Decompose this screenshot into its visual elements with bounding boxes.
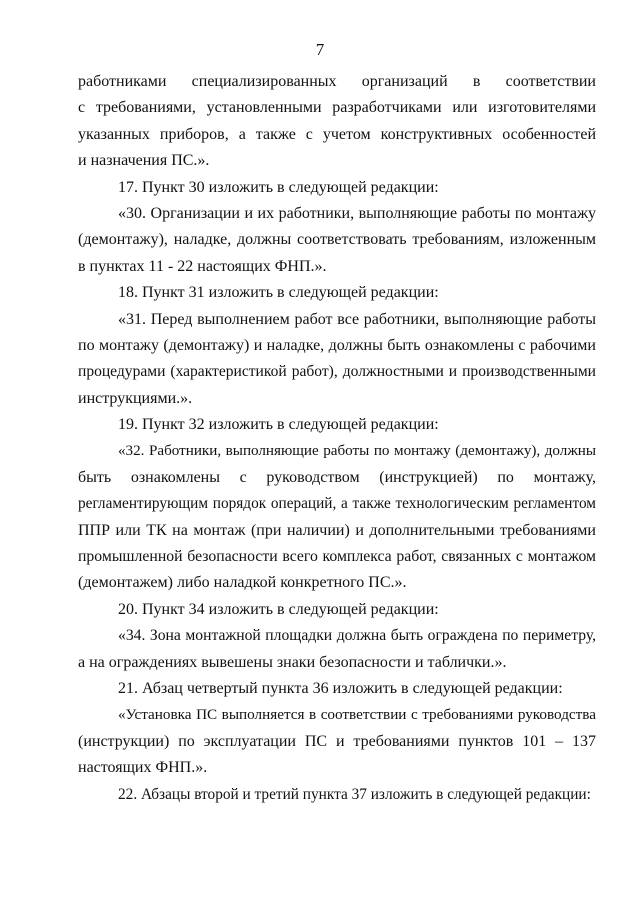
text-line: 22. Абзацы второй и третий пункта 37 изложить в следующей редакции: (118, 785, 591, 803)
text-line: (инструкции) по эксплуатации ПС и требованиями пунктов 101 – 137 (78, 732, 596, 750)
text-line: промышленной безопасности всего комплекса работ, связанных с монтажом (78, 548, 596, 566)
text-line: «Установка ПС выполняется в соответствии с требованиями руководства (118, 706, 596, 724)
text-line: 20. Пункт 34 изложить в следующей редакции: (118, 600, 439, 618)
text-line: указанных приборов, а также с учетом конструктивных особенностей (78, 125, 596, 143)
text-line: ППР или ТК на монтаж (при наличии) и дополнительными требованиями (78, 521, 596, 539)
text-line: 21. Абзац четвертый пункта 36 изложить в следующей редакции: (118, 679, 563, 697)
text-line: инструкциями.». (78, 389, 193, 407)
text-line: процедурами (характеристикой работ), должностными и производственными (78, 363, 596, 381)
text-line: а на ограждениях вывешены знаки безопасности и таблички.». (78, 653, 507, 671)
text-line: настоящих ФНП.». (78, 759, 208, 777)
text-line: с требованиями, установленными разработчиками или изготовителями (78, 99, 596, 117)
text-line: (демонтажем) либо наладкой конкретного ПС.». (78, 574, 407, 592)
text-line: «32. Работники, выполняющие работы по монтажу (демонтажу), должны (118, 443, 596, 460)
text-line: 17. Пункт 30 изложить в следующей редакции: (118, 178, 439, 196)
text-line: регламентирующим порядок операций, а также технологическим регламентом (78, 495, 596, 513)
document-body (78, 69, 596, 808)
page-number: 7 (315, 40, 325, 59)
text-line: «34. Зона монтажной площадки должна быть ограждена по периметру, (118, 627, 596, 645)
text-line: и назначения ПС.». (78, 152, 210, 170)
text-line: в пунктах 11 - 22 настоящих ФНП.». (78, 257, 327, 275)
text-line: 18. Пункт 31 изложить в следующей редакции: (118, 284, 439, 302)
text-line: работниками специализированных организаций в соответствии (78, 73, 596, 90)
text-line: «31. Перед выполнением работ все работники, выполняющие работы (118, 310, 596, 328)
text-line: быть ознакомлены с руководством (инструкцией) по монтажу, (78, 468, 596, 486)
text-line: «30. Организации и их работники, выполняющие работы по монтажу (118, 204, 596, 222)
text-line: по монтажу (демонтажу) и наладке, должны быть ознакомлены с рабочими (78, 336, 596, 354)
text-line: (демонтажу), наладке, должны соответствовать требованиям, изложенным (78, 231, 596, 249)
text-line: 19. Пункт 32 изложить в следующей редакции: (118, 416, 439, 434)
